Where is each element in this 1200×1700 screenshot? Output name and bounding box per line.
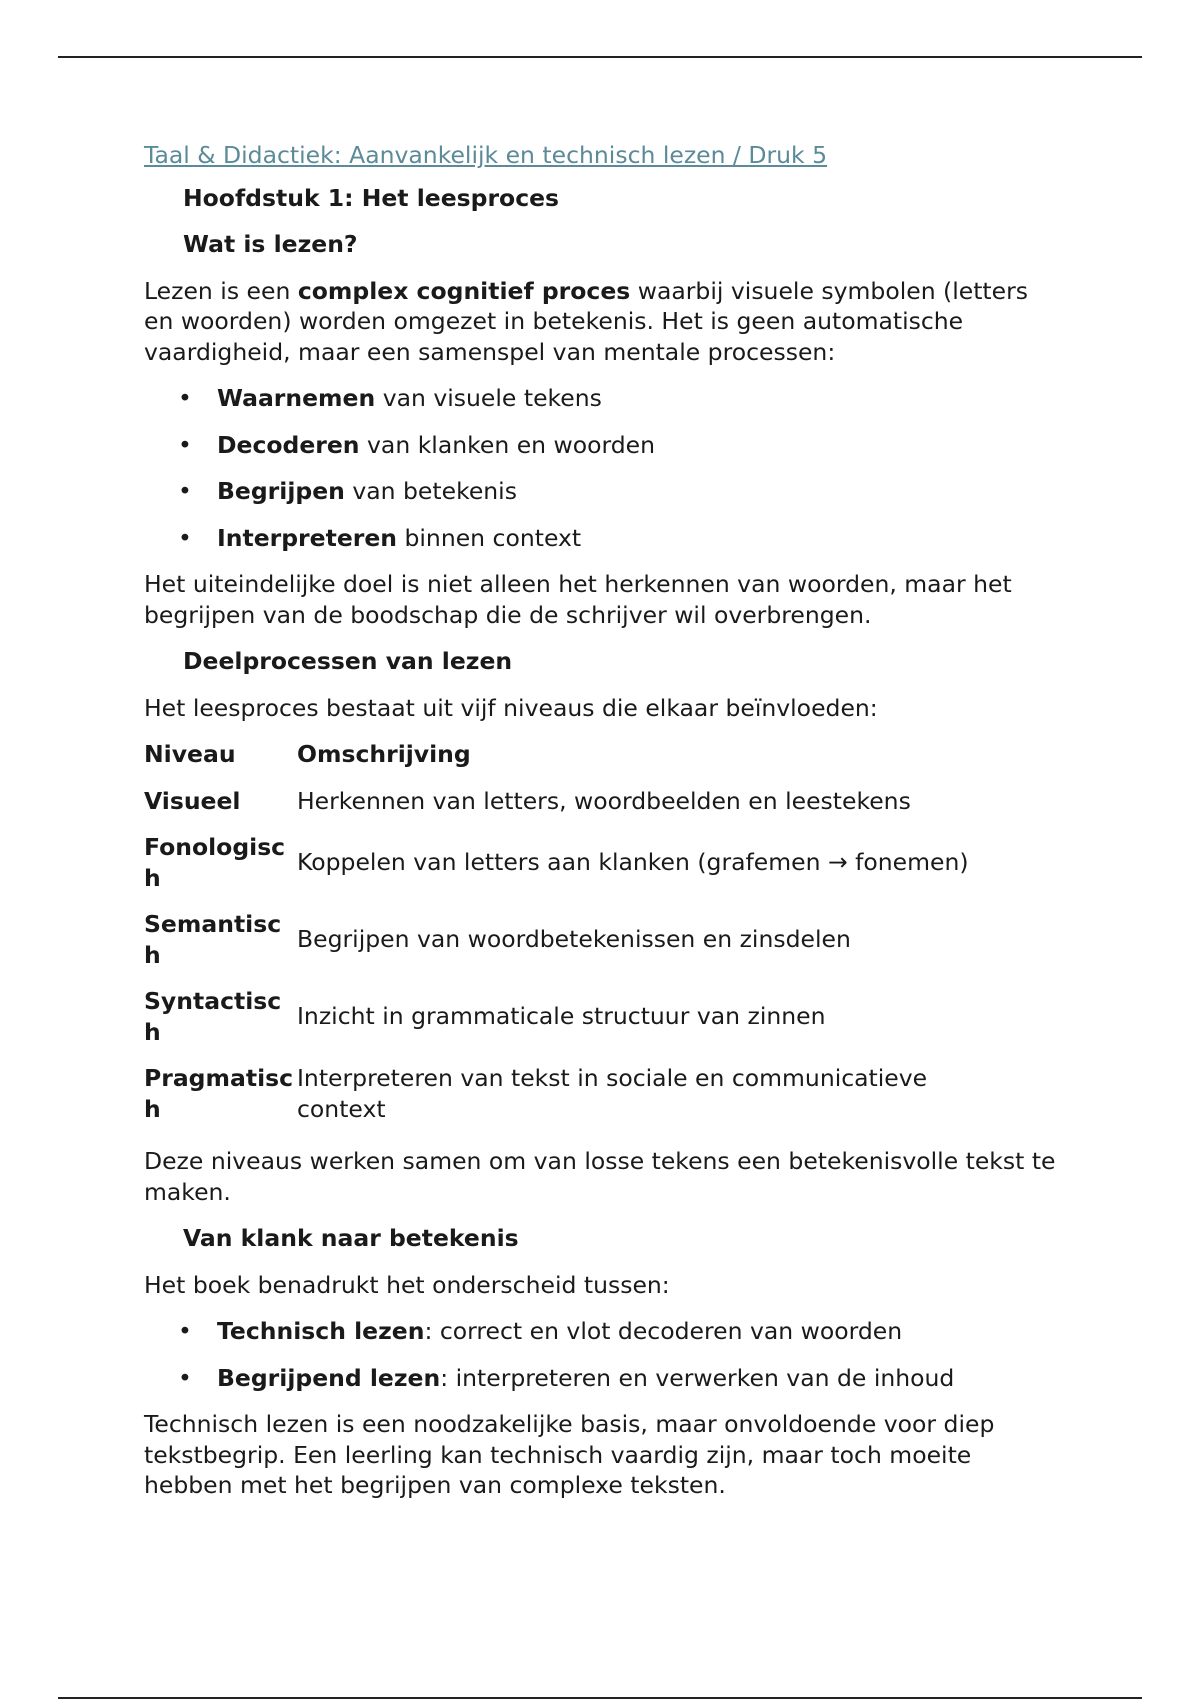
bullet-icon: • [178,430,192,459]
table-header-niveau: Niveau [144,740,236,768]
section1-conclusion: Het uiteindelijke doel is niet alleen het herkennen van woorden, maar het begrijpen van de boodschap die de schrijver wil overbrengen. [144,570,1012,629]
top-divider [58,56,1142,58]
section3-conclusion: Technisch lezen is een noodzakelijke basis, maar onvoldoende voor diep tekstbegrip. Een leerling kan technisch vaardig zijn, maar toch moeite hebben met het begrijpen van complexe teksten. [144,1410,995,1499]
section-title-deelprocessen: Deelprocessen van lezen [183,647,513,675]
table-row [144,786,997,833]
list-item: • Begrijpend lezen: interpreteren en verwerken van de inhoud [178,1363,955,1392]
chapter-title: Hoofdstuk 1: Het leesproces [183,183,560,212]
table-cell-level: Semantisch [144,910,282,969]
bullet-icon: • [178,1363,192,1392]
section-title-van-klank: Van klank naar betekenis [183,1224,519,1252]
bottom-divider [58,1697,1142,1699]
source-link[interactable]: Taal & Didactiek: Aanvankelijk en technisch lezen / Druk 5 [144,141,828,169]
bullet-icon: • [178,523,192,552]
table-row [144,1063,997,1140]
table-row [144,909,997,986]
list-item: • Technisch lezen: correct en vlot decoderen van woorden [178,1317,903,1345]
list-item: • Waarnemen van visuele tekens [178,384,602,412]
list-item: • Begrijpen van betekenis [178,477,517,505]
table-cell-level: Syntactisch [144,987,282,1046]
table-cell-description: Inzicht in grammaticale structuur van zinnen [297,1002,826,1031]
section1-bullet-list [144,383,1064,553]
section-title-wat-is-lezen: Wat is lezen? [183,230,358,258]
table-cell-description: Koppelen van letters aan klanken (grafemen → fonemen) [297,848,969,877]
table-cell-level: Fonologisch [144,833,286,892]
section2-conclusion: Deze niveaus werken samen om van losse tekens een betekenisvolle tekst te maken. [144,1147,1056,1206]
table-cell-description: Herkennen van letters, woordbeelden en leestekens [297,786,911,815]
table-cell-description: Interpreteren van tekst in sociale en communicatieve context [297,1064,928,1123]
table-cell-level: Pragmatisch [144,1064,294,1123]
section3-intro: Het boek benadrukt het onderscheid tussen: [144,1270,670,1299]
bullet-icon: • [178,1317,192,1345]
section2-intro: Het leesproces bestaat uit vijf niveaus die elkaar beïnvloeden: [144,693,878,722]
bullet-icon: • [178,384,192,412]
list-item: • Decoderen van klanken en woorden [178,430,656,459]
table-row [144,832,997,909]
table-cell-level: Visueel [144,786,241,815]
table-row [144,986,997,1063]
table-header-row [144,739,997,786]
table-header-omschrijving: Omschrijving [297,740,471,768]
section3-bullet-list [144,1316,1064,1393]
table-cell-description: Begrijpen van woordbetekenissen en zinsdelen [297,925,851,954]
section1-intro-bold: complex cognitief proces [297,276,631,305]
levels-table [144,739,997,1140]
document-body [144,140,1064,1517]
section1-intro: Lezen is een complex cognitief proces waarbij visuele symbolen (letters en woorden) worden omgezet in betekenis. Het is geen automatische vaardigheid, maar een samenspel van mentale processen: [144,276,1029,366]
list-item: • Interpreteren binnen context [178,523,582,552]
bullet-icon: • [178,477,192,505]
